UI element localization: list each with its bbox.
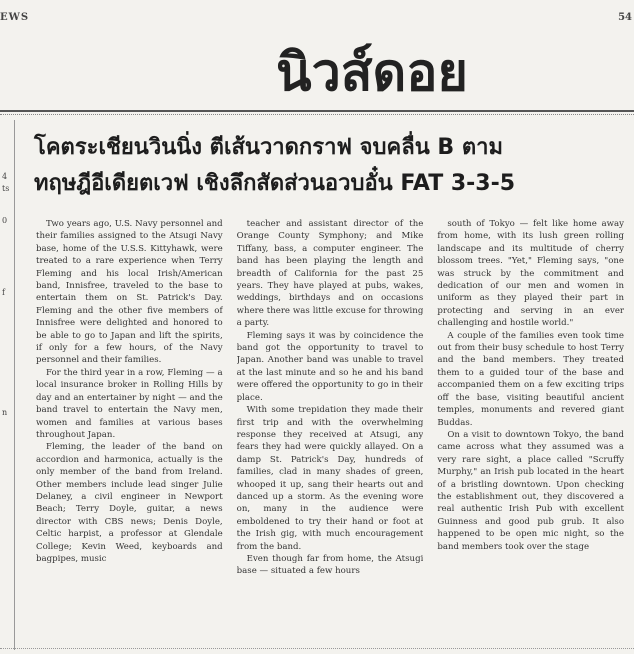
paragraph: Fleming, the leader of the band on accordion and harmonica, actually is the only member of the band from Ireland. Other members include lead singer Julie Delaney, a civil engineer in Newport Beach; Terry Doyle, guitar, a news director with CBS news; Denis Doyle, Celtic harpist, a professor at Glendale College; Kevin Weed, keyboards and bagpipes, music <box>36 442 223 564</box>
left-margin-column <box>0 120 15 650</box>
margin-fragment: n <box>2 408 8 417</box>
dotted-rule <box>0 114 634 115</box>
bottom-rule <box>0 648 634 649</box>
paragraph: For the third year in a row, Fleming — a local insurance broker in Rolling Hills by day and an entertainer by night — and the band travel to entertain the Navy men, women and families at various bases throughout Japan. <box>36 367 223 440</box>
section-label: EWS <box>0 12 30 23</box>
paragraph: Fleming says it was by coincidence the band got the opportunity to travel to Japan. Another band was unable to travel at the last minute and so he and his band were offered the opportunity to go in their place. <box>236 330 424 403</box>
paragraph: With some trepidation they made their first trip and with the overwhelming response they received at Atsugi, any fears they had were quickly allayed. On a damp St. Patrick's Day, hundreds of families, clad in many shades of green, whooped it up, sang their hearts out and danced up a storm. As the evening wore on, many in the audience were emboldened to try their hand or foot at the Irish gig, with much encouragement from the band. <box>236 405 424 552</box>
article-headline <box>34 130 624 202</box>
paragraph: A couple of the families even took time out from their busy schedule to host Terry and the band members. They treated them to a guided tour of the base and accompanied them on a few exciting trips off the base, visiting beautiful ancient temples, monuments and revered giant Buddas. <box>437 330 624 428</box>
margin-fragment: ts <box>2 184 10 193</box>
margin-fragment: 0 <box>2 216 8 225</box>
paragraph: teacher and assistant director of the Orange County Symphony; and Mike Tiffany, bass, a computer engineer. The band has been playing the length and breadth of California for the past 25 years. They have played at pubs, wakes, weddings, birthdays and on occasions where there was little excuse for throwing a party. <box>236 219 424 329</box>
paragraph: south of Tokyo — felt like home away from home, with its lush green rolling landscape and its multitude of cherry blossom trees. "Yet," Fleming says, "one was struck by the commitment and dedication of our men and women in uniform as they played their part in protecting and serving in an ever challenging and hostile world." <box>437 219 624 329</box>
margin-fragment: f <box>2 288 5 297</box>
body-column-1 <box>36 218 223 648</box>
paragraph: Two years ago, U.S. Navy personnel and their families assigned to the Atsugi Navy base, home of the U.S.S. Kittyhawk, were treated to a rare experience when Terry Fleming and his local Irish/American band, Innisfree, traveled to the base to entertain them on St. Patrick's Day. Fleming and the other five members of Innisfree were delighted and honored to be able to go to Japan and lift the spirits, if only for a few hours, of the Navy personnel and their families. <box>36 219 223 366</box>
paragraph: Even though far from home, the Atsugi base — situated a few hours <box>236 553 424 577</box>
masthead-title: นิวส์ดอย <box>276 43 468 103</box>
headline-line-2: ทฤษฎีอีเดียตเวฟ เชิงลึกสัดส่วนอวบอั๋น FAT 3-3-5 <box>34 171 516 196</box>
article-body <box>36 218 624 648</box>
masthead-rule <box>0 110 634 112</box>
margin-fragment: 4 <box>2 172 8 181</box>
headline-line-1: โคตระเชียนวินนิ่ง ตีเส้นวาดกราฟ จบคลื่น B ตาม <box>34 135 503 160</box>
body-column-3 <box>437 218 624 648</box>
body-column-2 <box>237 218 424 648</box>
page-number: 54 <box>618 12 632 23</box>
paragraph: On a visit to downtown Tokyo, the band came across what they assumed was a very rare sight, a place called "Scruffy Murphy," an Irish pub located in the heart of a bristling downtown. Upon checking the establishment out, they discovered a real authentic Irish Pub with excellent Guinness and good pub grub. It also happened to be open mic night, so the band members took over the stage <box>437 429 624 552</box>
